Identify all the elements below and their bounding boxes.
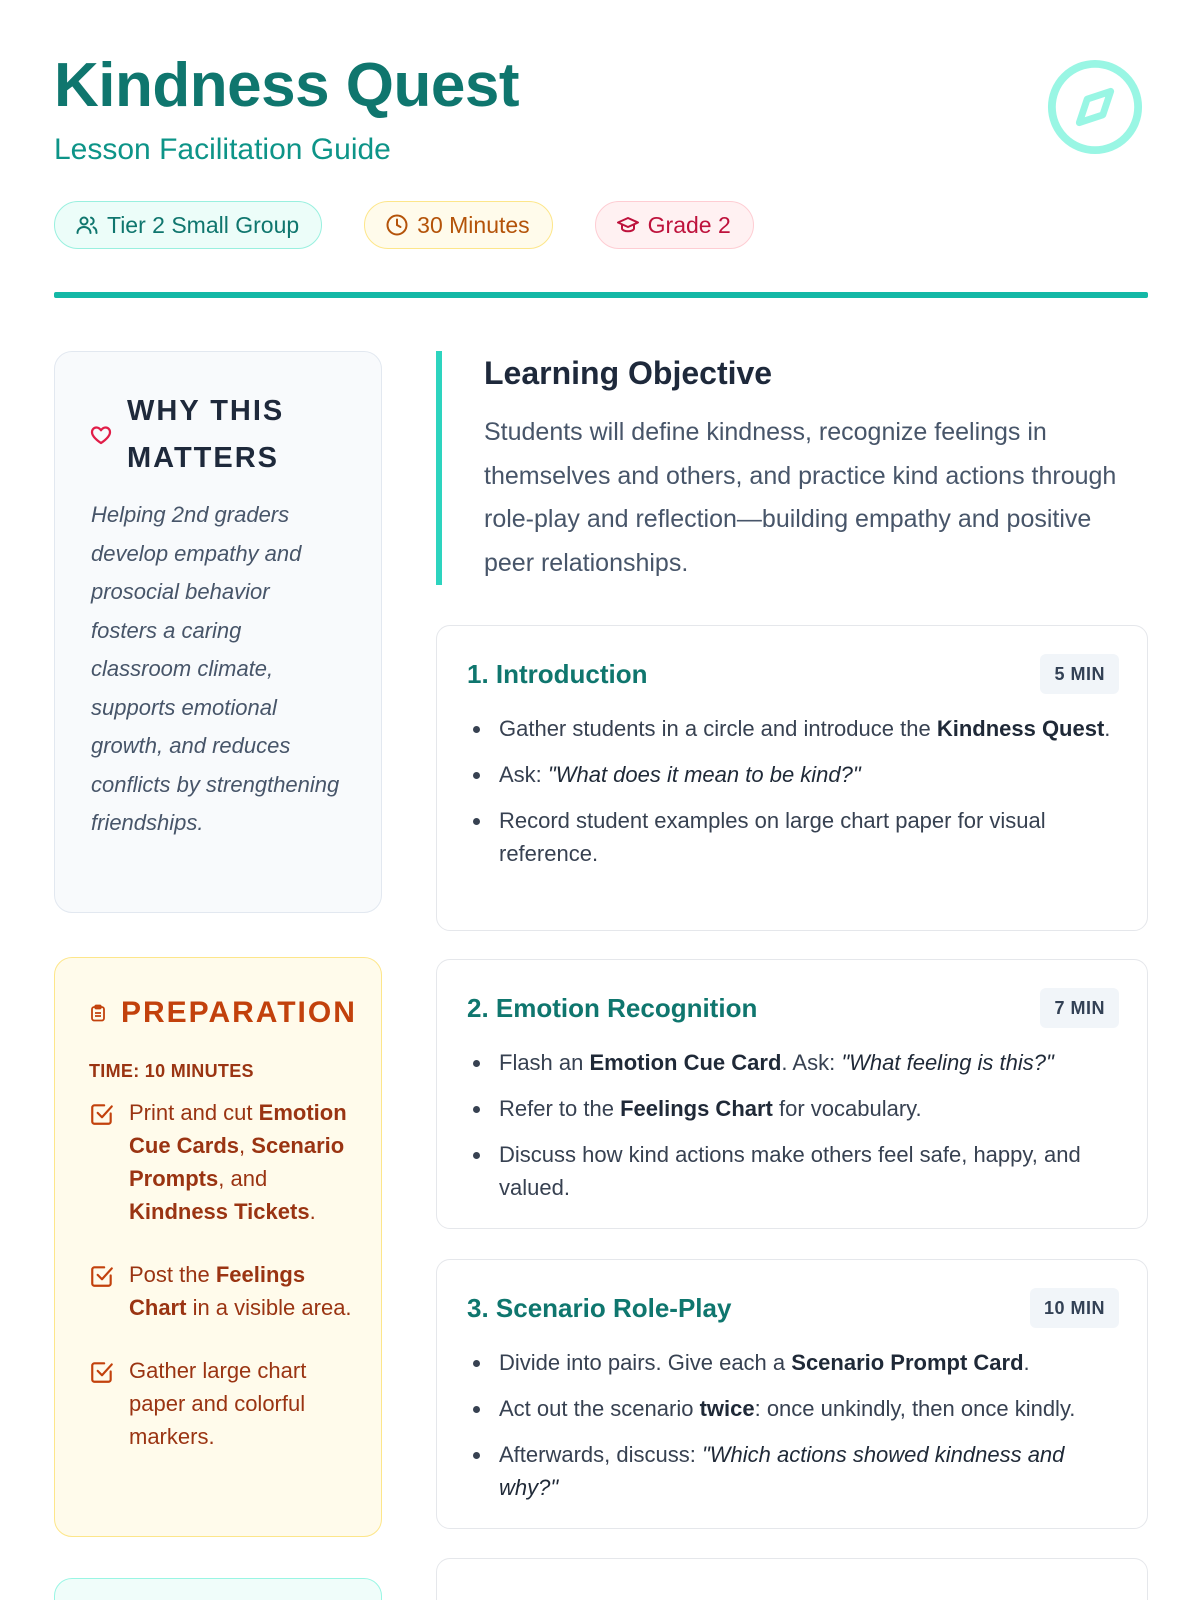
objective-title: Learning Objective bbox=[484, 355, 773, 391]
duration-badge-label: 30 Minutes bbox=[417, 211, 530, 238]
step-title: 3. Scenario Role-Play bbox=[467, 1292, 732, 1323]
step-duration-badge: 5 MIN bbox=[1040, 654, 1119, 694]
heart-icon bbox=[89, 423, 113, 447]
why-this-matters-card bbox=[54, 351, 382, 913]
step-duration-badge: 7 MIN bbox=[1040, 988, 1119, 1028]
list-item: Flash an Emotion Cue Card. Ask: "What feeling is this?" bbox=[467, 1046, 1121, 1079]
step-list bbox=[467, 1346, 1121, 1517]
users-icon bbox=[75, 213, 99, 237]
list-item: Afterwards, discuss: "Which actions showed kindness and why?" bbox=[467, 1438, 1121, 1504]
grade-badge-label: Grade 2 bbox=[647, 211, 731, 238]
clipboard-icon bbox=[89, 1004, 107, 1022]
objective-text: Students will define kindness, recognize feelings in themselves and others, and practice kind actions through role-play and reflection—building empathy and positive peer relationships. bbox=[484, 418, 1117, 577]
next-card-edge bbox=[54, 1578, 382, 1600]
list-item bbox=[89, 1096, 359, 1228]
preparation-header bbox=[89, 996, 357, 1030]
list-item: Gather students in a circle and introduce the Kindness Quest. bbox=[467, 712, 1121, 745]
preparation-item-text: Post the Feelings Chart in a visible area. bbox=[129, 1262, 352, 1320]
list-item bbox=[89, 1258, 359, 1324]
step-title: 2. Emotion Recognition bbox=[467, 992, 758, 1023]
group-badge bbox=[54, 201, 322, 249]
grade-badge bbox=[595, 201, 754, 249]
why-title: WHY THIS MATTERS bbox=[127, 395, 285, 474]
list-item: Record student examples on large chart paper for visual reference. bbox=[467, 804, 1121, 870]
list-item: Ask: "What does it mean to be kind?" bbox=[467, 758, 1121, 791]
learning-objective bbox=[436, 351, 1148, 585]
preparation-list bbox=[89, 1096, 359, 1483]
step-list bbox=[467, 712, 1121, 883]
group-badge-label: Tier 2 Small Group bbox=[107, 211, 300, 238]
preparation-card bbox=[54, 957, 382, 1537]
clock-icon bbox=[385, 213, 409, 237]
step-header bbox=[467, 654, 1119, 694]
list-item: Act out the scenario twice: once unkindly, then once kindly. bbox=[467, 1392, 1121, 1425]
lesson-badges bbox=[54, 201, 754, 249]
step-card-introduction bbox=[436, 625, 1148, 931]
page-subtitle: Lesson Facilitation Guide bbox=[54, 133, 391, 166]
why-header bbox=[89, 388, 327, 482]
checkbox-icon bbox=[89, 1263, 115, 1289]
step-duration-badge: 10 MIN bbox=[1030, 1288, 1119, 1328]
preparation-item-text: Gather large chart paper and colorful markers. bbox=[129, 1358, 307, 1449]
step-card-emotion-recognition bbox=[436, 959, 1148, 1229]
step-header bbox=[467, 1288, 1119, 1328]
next-step-card-edge bbox=[436, 1558, 1148, 1600]
list-item: Refer to the Feelings Chart for vocabulary. bbox=[467, 1092, 1121, 1125]
list-item bbox=[89, 1354, 359, 1453]
checkbox-icon bbox=[89, 1101, 115, 1127]
list-item: Divide into pairs. Give each a Scenario Prompt Card. bbox=[467, 1346, 1121, 1379]
why-text: Helping 2nd graders develop empathy and prosocial behavior fosters a caring classroom climate, supports emotional growth, and reduces conflicts by strengthening friendships. bbox=[91, 502, 340, 835]
lesson-guide-page bbox=[54, 0, 1148, 1600]
graduation-cap-icon bbox=[616, 213, 640, 237]
step-title: 1. Introduction bbox=[467, 658, 648, 689]
preparation-title: PREPARATION bbox=[121, 996, 357, 1029]
header-divider bbox=[54, 292, 1148, 298]
duration-badge bbox=[364, 201, 553, 249]
step-header bbox=[467, 988, 1119, 1028]
preparation-time: TIME: 10 MINUTES bbox=[89, 1061, 254, 1081]
list-item: Discuss how kind actions make others feel safe, happy, and valued. bbox=[467, 1138, 1121, 1204]
step-list bbox=[467, 1046, 1121, 1217]
compass-icon bbox=[1046, 58, 1144, 156]
preparation-item-text: Print and cut Emotion Cue Cards, Scenario Prompts, and Kindness Tickets. bbox=[129, 1100, 347, 1224]
page-title: Kindness Quest bbox=[54, 51, 519, 120]
checkbox-icon bbox=[89, 1359, 115, 1385]
step-card-scenario-role-play bbox=[436, 1259, 1148, 1529]
